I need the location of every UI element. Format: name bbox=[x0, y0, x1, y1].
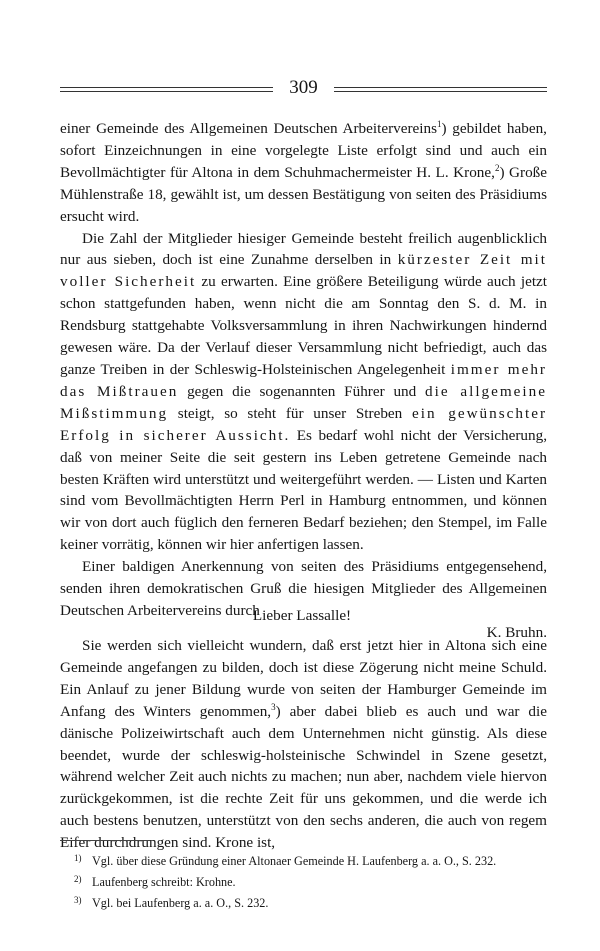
footnote-ref-1: 1 bbox=[436, 119, 442, 129]
paragraph-3: Einer baldigen Anerkennung von seiten des Präsidiums entgegensehend, senden ihren demokratischen Gruß die hiesigen Mitglieder des Allgemeinen Deutschen Arbeitervereins durch bbox=[60, 558, 547, 619]
paragraph-2: Die Zahl der Mitglieder hiesiger Gemeinde besteht freilich augenblicklich nur aus sieben, doch ist eine Zunahme derselben in kürzester Zeit mit voller Sicherheit zu erwarten. Eine größere Beteiligung würde auch jetzt schon stattgefunden haben, wenn nicht die am Sonntag den S. d. M. in Rendsburg stattgehabte Volksversammlung in ihren Nachwirkungen hindernd gewesen wäre. Da der Verlauf dieser Versammlung nicht befriedigt, auch das ganze Treiben in der Schleswig-Holsteinischen Angelegenheit immer mehr das Mißtrauen gegen die sogenannten Führer und die allgemeine Mißstimmung steigt, so steht für unser Streben ein gewünschter Erfolg in sicherer Aussicht. Es bedarf wohl nicht der Versicherung, daß von meiner Seite die seit gestern ins Leben getretene Gemeinde nach besten Kräften wird unterstützt und weitergeführt werden. — Listen und Karten sind vom Bevollmächtigten Herrn Perl in Hamburg entnommen, und können wir von dort auch füglich den ferneren Bedarf beziehen; den Stempel, im Falle keiner vorrätig, können wir hier anfertigen lassen. bbox=[60, 229, 548, 554]
footnote-2: 2) Laufenberg schreibt: Krohne. bbox=[74, 874, 236, 889]
letter-text-top bbox=[60, 118, 547, 644]
page-header bbox=[60, 78, 547, 104]
paragraph-4: Sie werden sich vielleicht wundern, daß erst jetzt hier in Altona sich eine Gemeinde angefangen zu bilden, doch ist diese Zögerung nicht meine Schuld. Ein Anlauf zu jener Bildung wurde von seiten der Hamburger Gemeinde im Anfang des Winters genommen,$^3$) aber dabei blieb es auch und war die dänische Polizeiwirtschaft auch dem Unternehmen nicht günstig. Als diese beendet, wurde der schleswig-holsteinische Schwindel in Szene gesetzt, während welcher Zeit auch nichts zu machen; nun aber, nachdem viele hiervon zurückgekommen, ist die rechte Zeit für uns gekommen, und die werde ich auch bestens benutzen, unterstützt von den sechs anderen, die auch von regem Eifer durchdrungen sind. Krone ist, bbox=[60, 637, 547, 852]
footnote-ref-3: 3 bbox=[271, 701, 276, 712]
letter-text-bottom bbox=[60, 635, 547, 854]
footnote-rule bbox=[60, 840, 150, 841]
page-number: 309 bbox=[289, 77, 318, 98]
header-rule-right bbox=[334, 87, 547, 92]
spaced-emphasis: immer mehr das Mißtrauen bbox=[60, 360, 547, 400]
paragraph-1: einer Gemeinde des Allgemeinen Deutschen Arbeitervereins$^1$) gebildet haben, sofort Einzeichnungen in eine vorgelegte Liste erfolgt sind und auch ein Bevollmächtigter für Altona in dem Schuhmachermeister H. L. Krone,$^2$) Große Mühlenstraße 18, gewählt ist, um dessen Bestätigung von seiten des Präsidiums ersucht wird. bbox=[60, 119, 547, 225]
footnote-ref-2: 2 bbox=[494, 162, 500, 173]
spaced-emphasis: die allgemeine Mißstimmung bbox=[60, 382, 547, 422]
signature: K. Bruhn. bbox=[486, 623, 547, 641]
salutation: Lieber Lassalle! bbox=[252, 607, 352, 624]
spaced-emphasis: kürzester Zeit mit voller Sicherheit bbox=[60, 251, 547, 291]
footnotes bbox=[60, 849, 547, 912]
spaced-emphasis: ein gewünschter Erfolg in sicherer Aussicht. bbox=[60, 404, 548, 444]
footnote-1: 1) Vgl. über diese Gründung einer Altonaer Gemeinde H. Laufenberg a. a. O., S. 232. bbox=[74, 853, 497, 868]
footnote-3: 3) Vgl. bei Laufenberg a. a. O., S. 232. bbox=[74, 895, 269, 910]
